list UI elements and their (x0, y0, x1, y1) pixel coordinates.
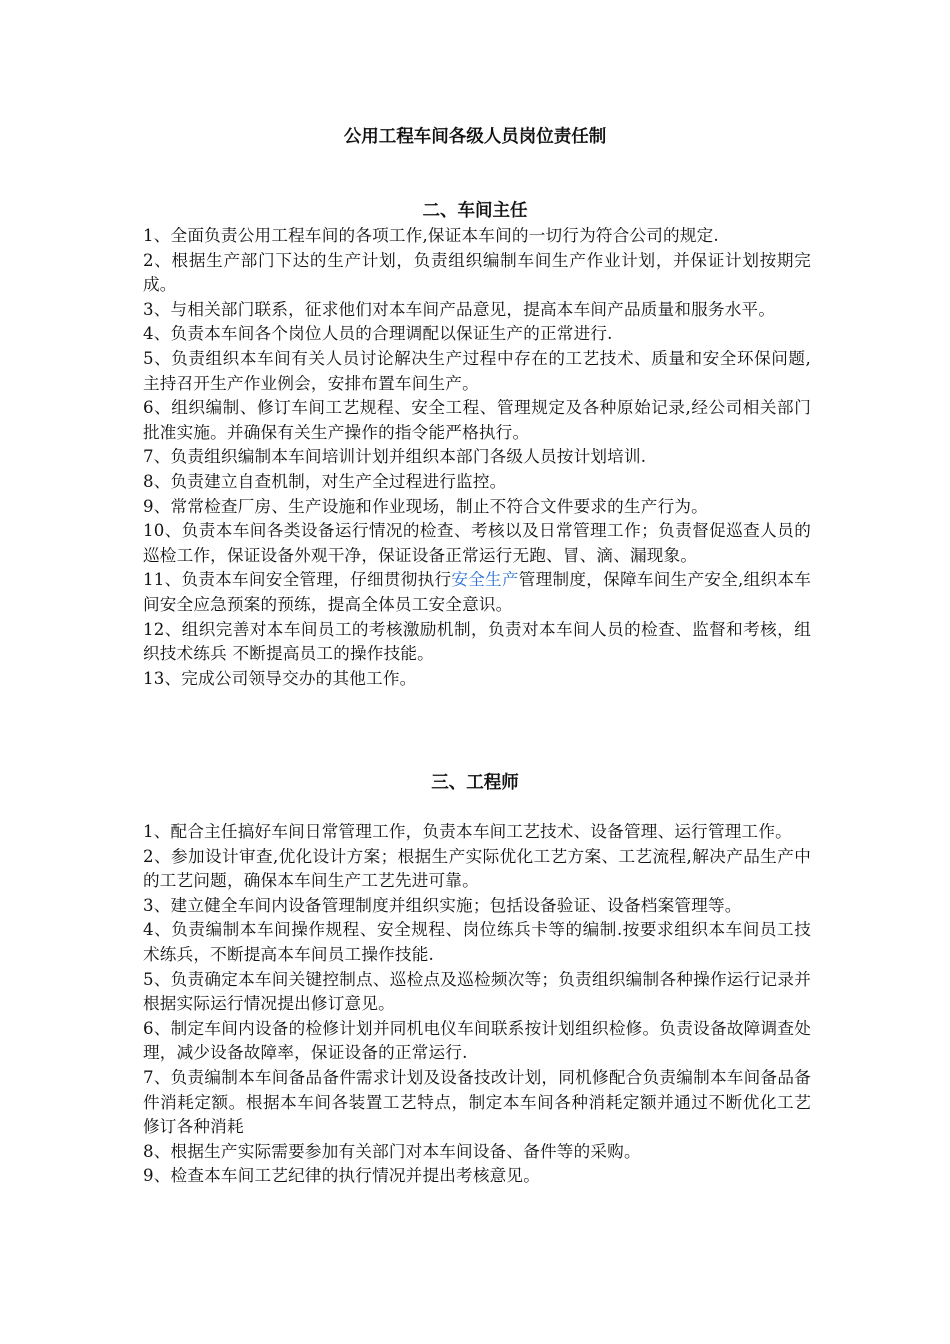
engineer-duty-list (143, 820, 811, 1189)
list-item: 2、根据生产部门下达的生产计划，负责组织编制车间生产作业计划，并保证计划按期完成。 (143, 250, 811, 295)
list-item-text: 11、负责本车间安全管理，仔细贯彻执行 (143, 570, 452, 590)
list-item (143, 568, 811, 617)
safety-production-link[interactable]: 安全生产 (451, 570, 519, 590)
list-item-text: 管理制度，保障车间生产安全,组织本车间安全应急预案的预练，提高全体员工安全意识。 (143, 570, 811, 614)
list-item: 6、制定车间内设备的检修计划并同机电仪车间联系按计划组织检修。负责设备故障调查处理，减少设备故障率，保证设备的正常运行. (143, 1018, 811, 1063)
list-item: 3、建立健全车间内设备管理制度并组织实施；包括设备验证、设备档案管理等。 (143, 895, 742, 915)
document-title: 公用工程车间各级人员岗位责任制 (343, 127, 607, 147)
list-item: 7、负责组织编制本车间培训计划并组织本部门各级人员按计划培训. (143, 447, 647, 467)
list-item: 2、参加设计审查,优化设计方案；根据生产实际优化工艺方案、工艺流程,解决产品生产中的工艺问题，确保本车间生产工艺先进可靠。 (143, 846, 811, 891)
list-item: 10、负责本车间各类设备运行情况的检查、考核以及日常管理工作；负责督促巡查人员的巡检工作，保证设备外观干净，保证设备正常运行无跑、冒、滴、漏现象。 (143, 521, 811, 565)
section-heading-director: 二、车间主任 (422, 201, 528, 221)
list-item: 4、负责本车间各个岗位人员的合理调配以保证生产的正常进行. (143, 324, 613, 344)
list-item: 12、组织完善对本车间员工的考核激励机制，负责对本车间人员的检查、监督和考核，组织技术练兵 不断提高员工的操作技能。 (143, 619, 811, 664)
director-duty-list (143, 224, 811, 691)
list-item: 4、负责编制本车间操作规程、安全规程、岗位练兵卡等的编制.按要求组织本车间员工技术练兵，不断提高本车间员工操作技能. (143, 920, 811, 964)
list-item: 13、完成公司领导交办的其他工作。 (143, 668, 417, 688)
list-item: 9、检查本车间工艺纪律的执行情况并提出考核意见。 (143, 1166, 541, 1186)
list-item: 5、负责确定本车间关键控制点、巡检点及巡检频次等；负责组织编制各种操作运行记录并根据实际运行情况提出修订意见。 (143, 969, 811, 1014)
list-item: 7、负责编制本车间备品备件需求计划及设备技改计划，同机修配合负责编制本车间备品备件消耗定额。根据本车间各装置工艺特点，制定本车间各种消耗定额并通过不断优化工艺修订各种消耗 (143, 1067, 811, 1137)
list-item: 1、全面负责公用工程车间的各项工作,保证本车间的一切行为符合公司的规定. (143, 226, 719, 245)
list-item: 8、负责建立自查机制，对生产全过程进行监控。 (143, 471, 507, 491)
section-heading-engineer: 三、工程师 (431, 773, 519, 793)
list-item: 8、根据生产实际需要参加有关部门对本车间设备、备件等的采购。 (143, 1141, 641, 1161)
list-item: 9、常常检查厂房、生产设施和作业现场，制止不符合文件要求的生产行为。 (143, 496, 708, 516)
list-item: 6、组织编制、修订车间工艺规程、安全工程、管理规定及各种原始记录,经公司相关部门批准实施。并确保有关生产操作的指令能严格执行。 (143, 398, 811, 442)
list-item: 3、与相关部门联系，征求他们对本车间产品意见，提高本车间产品质量和服务水平。 (143, 299, 776, 319)
list-item: 1、配合主任搞好车间日常管理工作，负责本车间工艺技术、设备管理、运行管理工作。 (143, 822, 792, 841)
list-item: 5、负责组织本车间有关人员讨论解决生产过程中存在的工艺技术、质量和安全环保问题,主持召开生产作业例会，安排布置车间生产。 (143, 348, 811, 393)
